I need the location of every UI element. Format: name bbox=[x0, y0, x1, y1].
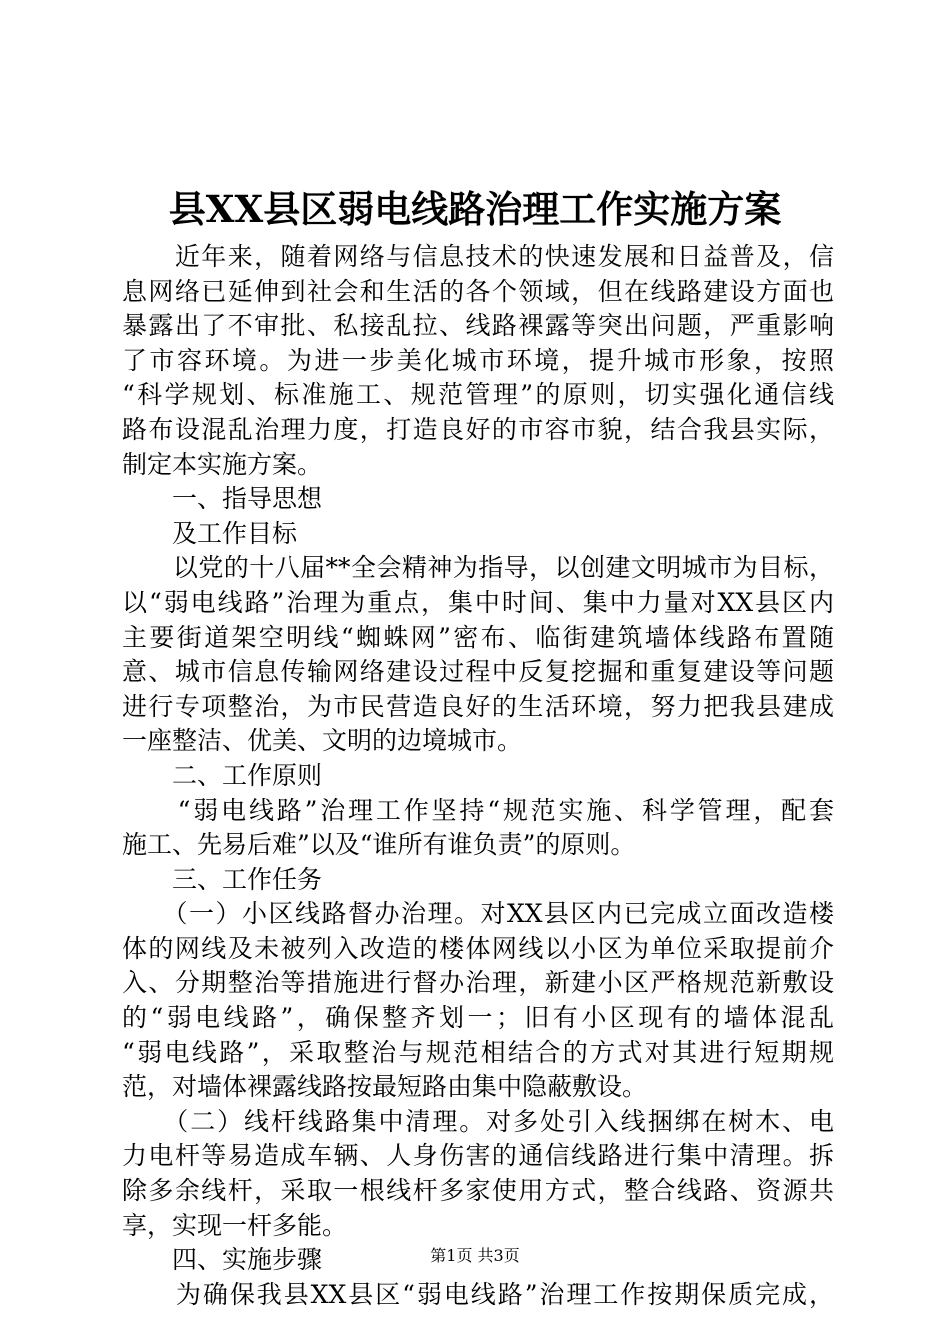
body-text-line: 及工作目标 bbox=[122, 518, 298, 548]
body-text-line: 入、分期整治等措施进行督办治理，新建小区严格规范新敷设 bbox=[122, 968, 834, 998]
body-text-line: 三、工作任务 bbox=[122, 864, 323, 894]
body-text-line: 近年来，随着网络与信息技术的快速发展和日益普及，信 bbox=[122, 242, 834, 271]
body-text-line: 施工、先易后难”以及“谁所有谁负责”的原则。 bbox=[122, 830, 636, 860]
body-text-line: 二、工作原则 bbox=[122, 760, 323, 790]
body-text-line: 以党的十八届**全会精神为指导，以创建文明城市为目标， bbox=[122, 553, 834, 583]
body-text-line: 制定本实施方案。 bbox=[122, 449, 323, 479]
body-text-line: 了市容环境。为进一步美化城市环境，提升城市形象，按照 bbox=[122, 345, 834, 375]
body-text-line: 以“弱电线路”治理为重点，集中时间、集中力量对XX县区内 bbox=[122, 587, 834, 617]
body-text-line: （一）小区线路督办治理。对XX县区内已完成立面改造楼 bbox=[122, 899, 834, 929]
body-text-line: （二）线杆线路集中清理。对多处引入线捆绑在树木、电 bbox=[122, 1106, 834, 1136]
body-text-line: 力电杆等易造成车辆、人身伤害的通信线路进行集中清理。拆 bbox=[122, 1141, 834, 1171]
page-footer: 第1页 共3页 bbox=[430, 1246, 520, 1265]
body-text-line: 息网络已延伸到社会和生活的各个领域，但在线路建设方面也 bbox=[122, 276, 834, 306]
body-text-line: 主要街道架空明线“蜘蛛网”密布、临街建筑墙体线路布置随 bbox=[122, 622, 834, 652]
body-text-line: 为确保我县XX县区“弱电线路”治理工作按期保质完成， bbox=[122, 1279, 834, 1309]
body-text-line: 除多余线杆，采取一根线杆多家使用方式，整合线路、资源共 bbox=[122, 1176, 834, 1206]
body-text-line: 四、实施步骤 bbox=[122, 1245, 323, 1275]
body-text-line: 的“弱电线路”，确保整齐划一；旧有小区现有的墙体混乱 bbox=[122, 1003, 834, 1033]
body-text-line: 享，实现一杆多能。 bbox=[122, 1210, 348, 1240]
body-text-line: 进行专项整治，为市民营造良好的生活环境，努力把我县建成 bbox=[122, 691, 834, 721]
document-title: 县XX县区弱电线路治理工作实施方案 bbox=[168, 187, 782, 231]
body-text-line: “弱电线路”，采取整治与规范相结合的方式对其进行短期规 bbox=[122, 1037, 834, 1067]
body-text-line: “弱电线路”治理工作坚持“规范实施、科学管理，配套 bbox=[122, 795, 834, 825]
body-text-line: 路布设混乱治理力度，打造良好的市容市貌，结合我县实际， bbox=[122, 414, 834, 444]
body-text-line: 体的网线及未被列入改造的楼体网线以小区为单位采取提前介 bbox=[122, 933, 834, 963]
body-text-line: 一、指导思想 bbox=[122, 484, 323, 514]
body-text-line: 暴露出了不审批、私接乱拉、线路裸露等突出问题，严重影响 bbox=[122, 311, 834, 341]
body-text-line: 范，对墙体裸露线路按最短路由集中隐蔽敷设。 bbox=[122, 1072, 648, 1102]
body-text-line: 一座整洁、优美、文明的边境城市。 bbox=[122, 726, 523, 756]
document-body bbox=[122, 240, 834, 1312]
body-text-line: “科学规划、标准施工、规范管理”的原则，切实强化通信线 bbox=[122, 380, 834, 410]
body-text-line: 意、城市信息传输网络建设过程中反复挖掘和重复建设等问题 bbox=[122, 657, 834, 687]
